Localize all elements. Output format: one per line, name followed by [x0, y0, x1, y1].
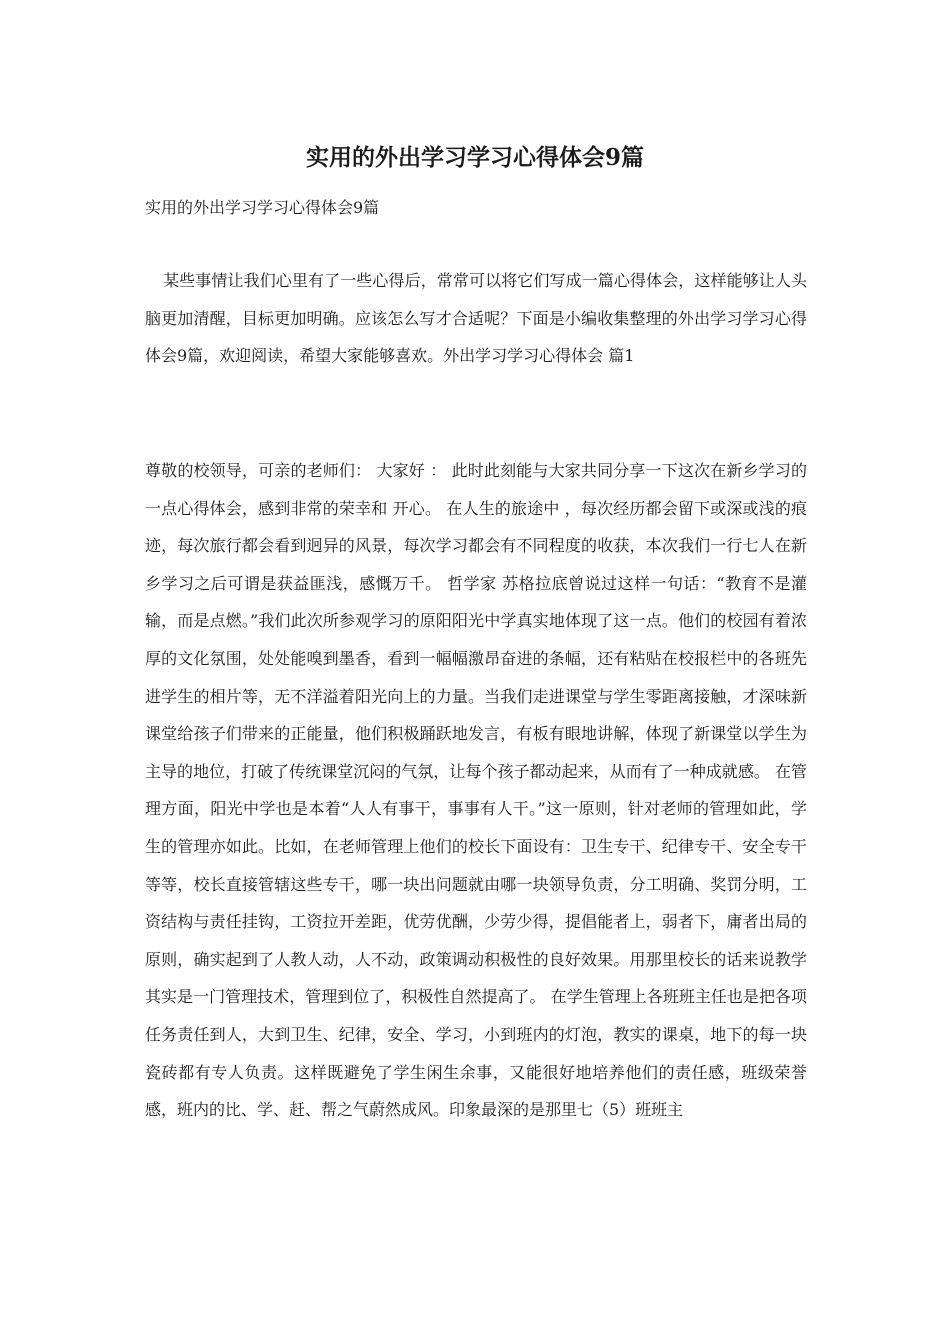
- body-paragraph: 尊敬的校领导，可亲的老师们： 大家好 ： 此时此刻能与大家共同分享一下这次在新乡学习的一点心得体会，感到非常的荣幸和 开心。 在人生的旅途中 ，每次经历都会留下或深或浅的痕迹，每次旅行都会看到迥异的风景，每次学习都会有不同程度的收获，本次我们一行七人在新乡学习之后可谓是获益匪浅，感慨万千。 哲学家 苏格拉底曾说过这样一句话：“教育不是灌输，而是点燃。”我们此次所参观学习的原阳阳光中学真实地体现了这一点。他们的校园有着浓厚的文化氛围，处处能嗅到墨香，看到一幅幅激昂奋进的条幅，还有粘贴在校报栏中的各班先进学生的相片等，无不洋溢着阳光向上的力量。当我们走进课堂与学生零距离接触，才深味新课堂给孩子们带来的正能量，他们积极踊跃地发言，有板有眼地讲解，体现了新课堂以学生为主导的地位，打破了传统课堂沉闷的气氛，让每个孩子都动起来，从而有了一种成就感。 在管理方面，阳光中学也是本着“人人有事干，事事有人干。”这一原则，针对老师的管理如此，学生的管理亦如此。比如，在老师管理上他们的校长下面设有：卫生专干、纪律专干、安全专干等等，校长直接管辖这些专干，哪一块出问题就由哪一块领导负责，分工明确、奖罚分明，工资结构与责任挂钩，工资拉开差距，优劳优酬，少劳少得，提倡能者上，弱者下，庸者出局的原则，确实起到了人教人动，人不动，政策调动积极性的良好效果。用那里校长的话来说教学其实是一门管理技术，管理到位了，积极性自然提高了。 在学生管理上各班班主任也是把各项任务责任到人，大到卫生、纪律，安全、学习，小到班内的灯泡，教实的课桌，地下的每一块瓷砖都有专人负责。这样既避免了学生闲生余事，又能很好地培养他们的责任感，班级荣誉感，班内的比、学、赶、帮之气蔚然成风。印象最深的是那里七（5）班班主: [145, 461, 807, 1120]
- intro-paragraph: [145, 262, 807, 375]
- intro-paragraph-text: 某些事情让我们心里有了一些心得后，常常可以将它们写成一篇心得体会，这样能够让人头脑更加清醒，目标更加明确。应该怎么写才合适呢？下面是小编收集整理的外出学习学习心得体会9篇，欢迎阅读，希望大家能够喜欢。外出学习学习心得体会 篇1: [145, 271, 807, 366]
- document-title: 实用的外出学习学习心得体会9篇: [305, 144, 644, 171]
- document-subtitle: 实用的外出学习学习心得体会9篇: [145, 198, 380, 217]
